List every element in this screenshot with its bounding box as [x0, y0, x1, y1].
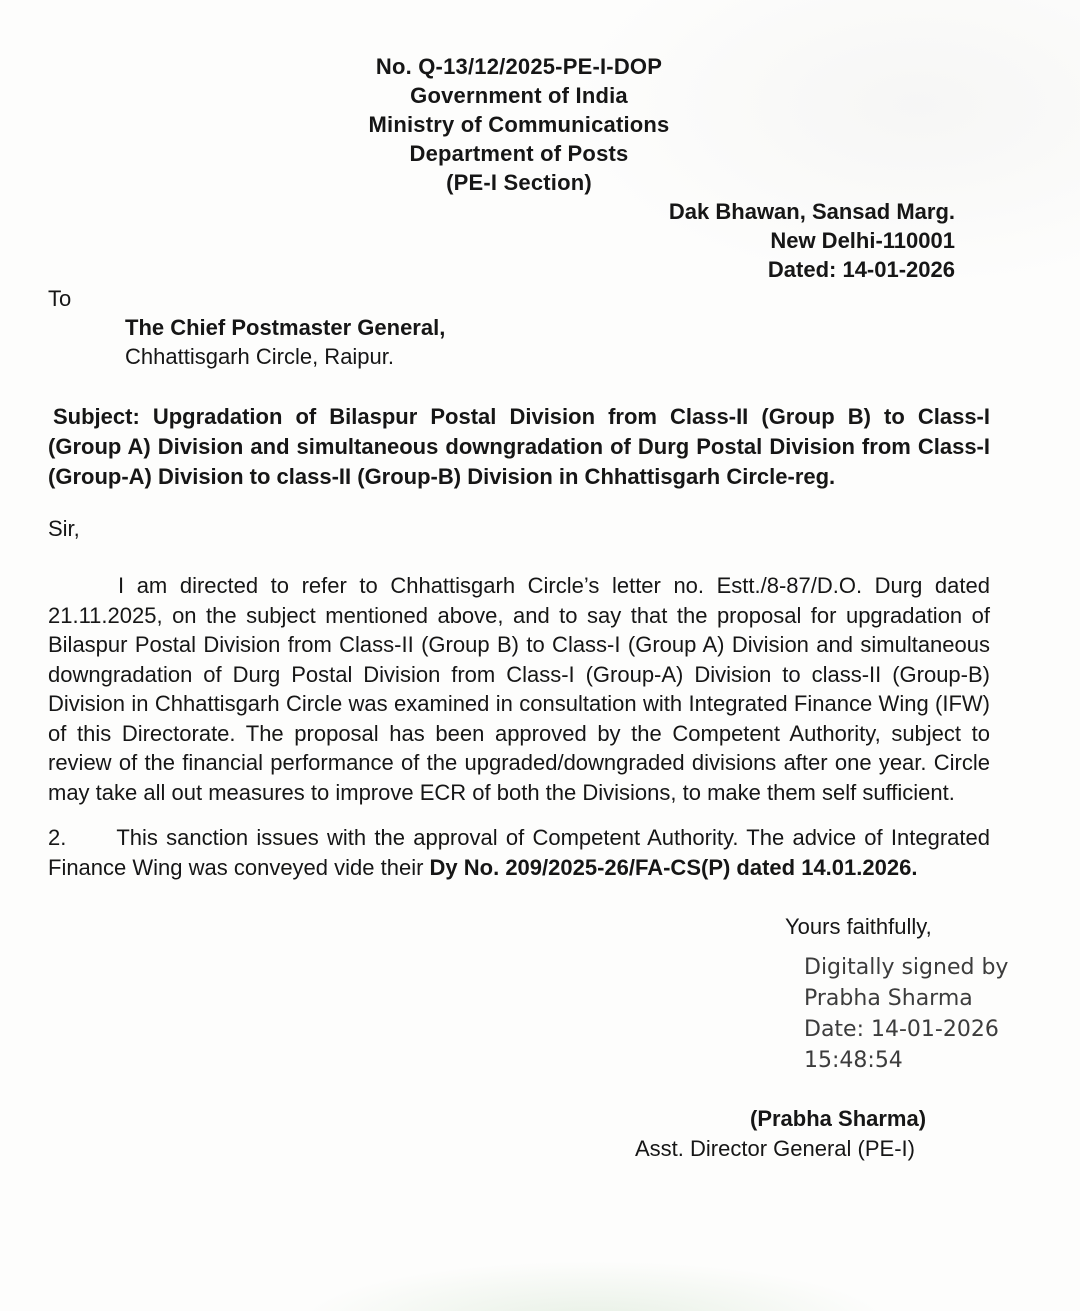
recipient-name: The Chief Postmaster General,	[125, 315, 446, 340]
office-city-line: New Delhi-110001	[770, 228, 955, 253]
place-date-block	[48, 197, 990, 284]
recipient-block	[48, 284, 990, 371]
org-line-government: Government of India	[410, 83, 628, 108]
stamp-line-signer: Prabha Sharma	[804, 986, 973, 1011]
letter-date: Dated: 14-01-2026	[767, 257, 955, 282]
stamp-line-date: Date: 14-01-2026	[804, 1017, 999, 1042]
reference-number: No. Q-13/12/2025-PE-I-DOP	[375, 54, 663, 79]
stamp-line-signed-by: Digitally signed by	[804, 955, 1009, 980]
org-line-department: Department of Posts	[409, 141, 629, 166]
body-paragraph-1: I am directed to refer to Chhattisgarh Circle’s letter no. Estt./8-87/D.O. Durg dated 21.11.2025, on the subject mentioned above, and to say that the proposal for upgradation of Bilaspur Postal Division from Class-II (Group B) to Class-I (Group A) Division and simultaneous downgradation of Durg Postal Division from Class-I (Group-A) Division to class-II (Group-B) Division in Chhattisgarh Circle was examined in consultation with Integrated Finance Wing (IFW) of this Directorate. The proposal has been approved by the Competent Authority, subject to review of the financial performance of the upgraded/downgraded divisions after one year. Circle may take all out measures to improve ECR of both the Divisions, to make them self sufficient.	[48, 573, 990, 805]
to-label: To	[48, 286, 72, 311]
signer-name: (Prabha Sharma)	[750, 1106, 927, 1131]
letter-head	[48, 52, 990, 197]
signer-title: Asst. Director General (PE-I)	[635, 1136, 915, 1161]
recipient-address: Chhattisgarh Circle, Raipur.	[125, 344, 395, 369]
office-address-line: Dak Bhawan, Sansad Marg.	[668, 199, 955, 224]
finance-reference: Dy No. 209/2025-26/FA-CS(P) dated 14.01.2026.	[429, 854, 918, 880]
paragraph-2-text: This sanction issues with the approval of Competent Authority. The advice of Integrated Finance Wing was conveyed vide their	[48, 825, 990, 880]
stamp-line-time: 15:48:54	[804, 1048, 903, 1073]
salutation: Sir,	[48, 516, 80, 541]
subject-line: Subject: Upgradation of Bilaspur Postal Division from Class-II (Group B) to Class-I (Group A) Division and simultaneous downgradation of Durg Postal Division from Class-I (Group-A) Division to class-II (Group-B) Division in Chhattisgarh Circle-reg.	[48, 404, 990, 489]
body-paragraph-2	[48, 823, 990, 882]
paragraph-number: 2.	[48, 825, 67, 850]
digital-signature-stamp	[804, 952, 1009, 1076]
closing-phrase: Yours faithfully,	[785, 914, 932, 939]
org-line-ministry: Ministry of Communications	[368, 112, 670, 137]
org-line-section: (PE-I Section)	[446, 170, 592, 195]
